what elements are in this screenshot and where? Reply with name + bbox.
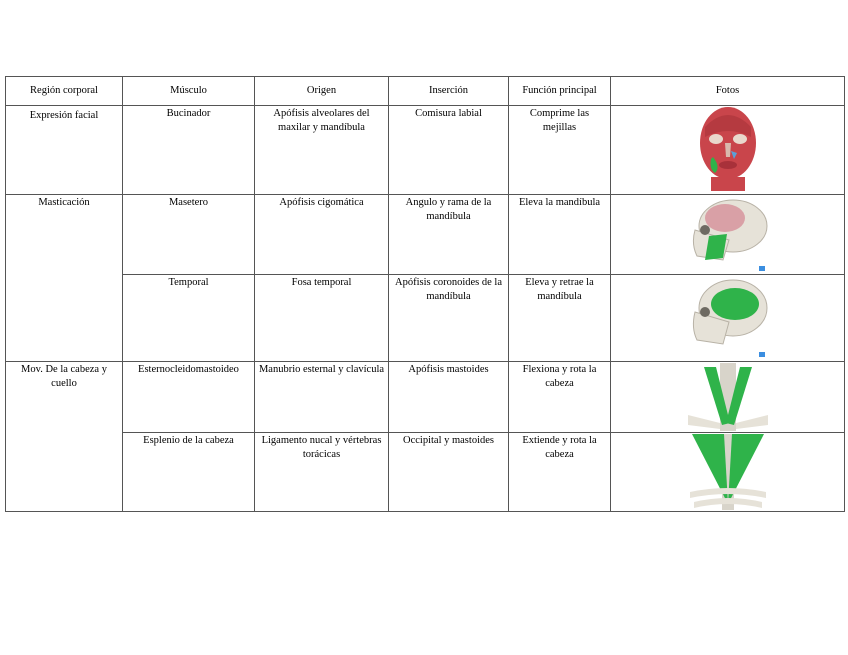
face-muscles-image <box>697 107 759 191</box>
insertion-cell: Comisura labial <box>389 106 509 195</box>
table-row <box>6 195 845 275</box>
table-row <box>6 362 845 433</box>
header-row <box>6 77 845 106</box>
muscle-table <box>5 76 845 512</box>
skull-temporal-image <box>683 276 773 360</box>
header-insertion: Inserción <box>389 77 509 106</box>
table-row <box>6 433 845 512</box>
photo-cell <box>611 433 845 512</box>
function-cell: Comprime las mejillas <box>509 106 611 195</box>
photo-cell <box>611 362 845 433</box>
neck-scm-image <box>686 363 770 431</box>
origin-cell: Apófisis cigomática <box>255 195 389 275</box>
muscle-cell: Temporal <box>123 275 255 362</box>
header-muscle: Músculo <box>123 77 255 106</box>
origin-cell: Apófisis alveolares del maxilar y mandíbula <box>255 106 389 195</box>
muscle-cell: Masetero <box>123 195 255 275</box>
function-cell: Flexiona y rota la cabeza <box>509 362 611 433</box>
muscle-cell: Esplenio de la cabeza <box>123 433 255 512</box>
header-photos: Fotos <box>611 77 845 106</box>
table-row <box>6 106 845 195</box>
insertion-cell: Occipital y mastoides <box>389 433 509 512</box>
photo-cell <box>611 106 845 195</box>
function-cell: Eleva y retrae la mandíbula <box>509 275 611 362</box>
photo-cell <box>611 195 845 275</box>
region-cell: Expresión facial <box>6 106 123 195</box>
header-function: Función principal <box>509 77 611 106</box>
origin-cell: Fosa temporal <box>255 275 389 362</box>
insertion-cell: Apófisis mastoides <box>389 362 509 433</box>
muscle-cell: Esternocleidomastoideo <box>123 362 255 433</box>
neck-splenius-image <box>686 434 770 510</box>
function-cell: Eleva la mandíbula <box>509 195 611 275</box>
skull-masseter-image <box>683 196 773 272</box>
header-origin: Origen <box>255 77 389 106</box>
origin-cell: Ligamento nucal y vértebras torácicas <box>255 433 389 512</box>
table-row <box>6 275 845 362</box>
insertion-cell: Angulo y rama de la mandíbula <box>389 195 509 275</box>
function-cell: Extiende y rota la cabeza <box>509 433 611 512</box>
region-cell: Mov. De la cabeza y cuello <box>6 362 123 512</box>
region-cell: Masticación <box>6 195 123 362</box>
origin-cell: Manubrio esternal y clavícula <box>255 362 389 433</box>
header-region: Región corporal <box>6 77 123 106</box>
photo-cell <box>611 275 845 362</box>
insertion-cell: Apófisis coronoides de la mandíbula <box>389 275 509 362</box>
muscle-cell: Bucinador <box>123 106 255 195</box>
